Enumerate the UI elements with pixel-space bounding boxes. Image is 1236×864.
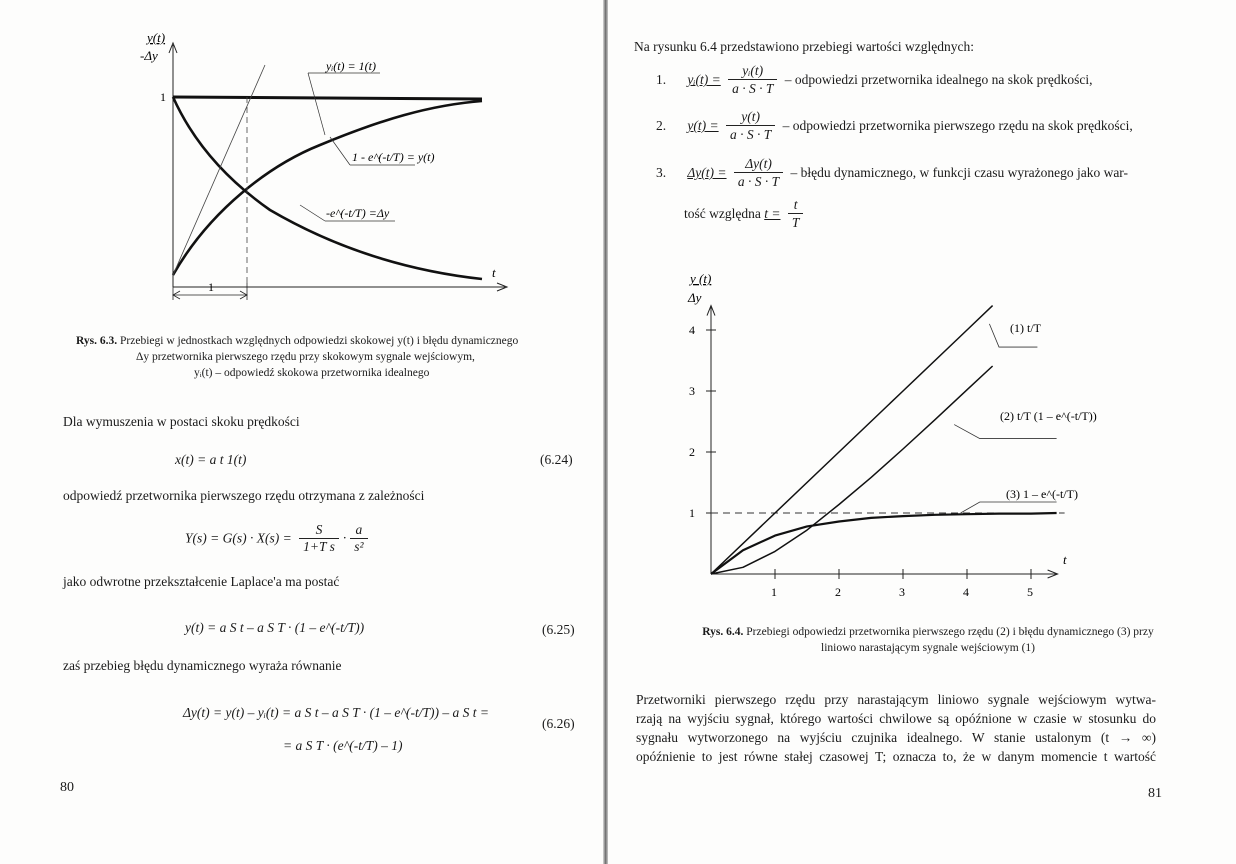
left-page [0,0,604,864]
fig64-curve1-label: (1) t/T [1010,321,1041,335]
fig64-x-tick-label: 2 [835,585,841,598]
list-item-2-lhs: y(t) = [687,118,719,133]
fig64-series-1 [711,306,993,574]
list-item-1-desc: – odpowiedzi przetwornika idealnego na skok prędkości, [784,72,1093,87]
eq-Y-den2: s² [354,539,364,554]
list-item-3 [656,155,1128,190]
list-item-1-lhs: yᵢ(t) = [687,72,721,87]
fig64-y-tick-label: 3 [689,384,695,398]
caption-6-4-label: Rys. 6.4. [702,626,744,638]
eq-Y-num1: S [299,522,339,539]
list-item-3-desc: – błędu dynamicznego, w funkcji czasu wyrażonego jako war- [790,165,1129,180]
fig63-label-ideal: yᵢ(t) = 1(t) [326,59,376,73]
caption-6-3-line2: Δy przetwornika pierwszego rzędu przy skokowym sygnale wejściowym, [136,351,475,363]
list-item-3-cont [684,196,807,231]
eq-Y-lhs: Y(s) = G(s) · X(s) = [185,530,292,546]
caption-6-3 [76,333,576,381]
bottom-paragraph-line-4: opóźnienie to jest równe stałej czasowej T; oznacza to, że w danym momencie t wartość [636,749,1156,764]
para-3: jako odwrotne przekształcenie Laplace'a ma postać [63,574,340,589]
bottom-paragraph-line-3: sygnału wytworzonego na wyjściu czujnika idealnego. W stanie ustalonym (t → ∞) [636,730,1156,745]
figure-6-3 [120,25,540,305]
caption-6-4 [648,624,1208,656]
list-item-2-num: y(t) [726,108,775,126]
figure-6-4-chart [678,268,1098,598]
bottom-paragraph-line-1: Przetworniki pierwszego rzędu przy narastającym liniowo sygnale wejściowym wytwa- [636,692,1156,707]
fig64-y-label2: Δy [688,290,702,305]
fig64-x-tick-label: 1 [771,585,777,598]
eq-6-24: x(t) = a t 1(t) [175,452,247,467]
para-4: zaś przebieg błędu dynamicznego wyraża równanie [63,658,342,673]
caption-6-4-line2: liniowo narastającym sygnale wejściowym (1) [821,642,1035,654]
fig64-t-label: t [1063,552,1067,567]
fig63-y-label: y(t) [147,30,166,45]
list-item-3-number: 3. [656,165,667,180]
list-item-3-frac-den: T [791,215,800,230]
right-page [608,0,1236,864]
list-item-2 [656,108,1133,143]
caption-6-4-line1: Przebiegi odpowiedzi przetwornika pierwszego rzędu (2) i błędu dynamicznego (3) przy [746,626,1154,638]
fig64-leader-3 [961,502,1057,513]
eq-6-26-number: (6.26) [542,716,575,731]
fig63-decay-curve [173,97,482,279]
fig64-curve3-label: (3) 1 – e^(-t/T) [1006,487,1078,501]
caption-6-3-label: Rys. 6.3. [76,335,118,347]
fig64-x-tick-label: 4 [963,585,969,598]
fig64-x-tick-label: 3 [899,585,905,598]
bottom-paragraph [636,690,1156,766]
list-item-3-t: t = [764,206,781,221]
fig63-label-decay: -e^(-t/T) =Δy [326,206,390,220]
intro-text: Na rysunku 6.4 przedstawiono przebiegi wartości względnych: [634,39,975,54]
fig64-y-tick-label: 1 [689,506,695,520]
para-2: odpowiedź przetwornika pierwszego rzędu otrzymana z zależności [63,488,425,503]
eq-6-26-line2: = a S T · (e^(-t/T) – 1) [283,738,403,753]
list-item-3-num: Δy(t) [734,155,783,173]
eq-Y-num2: a [350,522,367,539]
eq-Y-den1: 1+T s [303,539,335,554]
list-item-1-num: yᵢ(t) [728,62,777,80]
fig64-y-tick-label: 2 [689,445,695,459]
fig63-y-label2: -Δy [140,48,158,63]
fig63-interval-label: 1 [208,280,214,294]
fig64-series-3 [711,513,1057,574]
list-item-1-den: a · S · T [732,81,774,96]
list-item-3-cont-text: tość względna [684,206,761,221]
fig63-t-label: t [492,265,496,280]
eq-6-26-line1: Δy(t) = y(t) – yᵢ(t) = a S t – a S T · (1 – e^(-t/T)) – a S t = [183,705,490,720]
list-item-3-lhs: Δy(t) = [687,165,727,180]
fig63-label-rise: 1 - e^(-t/T) = y(t) [352,150,435,164]
para-1: Dla wymuszenia w postaci skoku prędkości [63,414,300,429]
caption-6-3-line3: yᵢ(t) – odpowiedź skokowa przetwornika idealnego [194,367,430,379]
eq-6-25: y(t) = a S t – a S T · (1 – e^(-t/T)) [185,620,365,635]
page-number-left: 80 [60,780,74,795]
list-item-1-number: 1. [656,72,667,87]
fig64-y-tick-label: 4 [689,323,695,337]
fig64-series-2 [711,366,993,574]
list-item-3-frac-num: t [788,196,804,214]
fig63-tick-one: 1 [160,90,166,104]
list-item-2-desc: – odpowiedzi przetwornika pierwszego rzędu na skok prędkości, [782,118,1133,133]
caption-6-3-line1: Przebiegi w jednostkach względnych odpowiedzi skokowej y(t) i błędu dynamicznego [120,335,519,347]
fig63-ideal-step [173,97,482,99]
fig63-rise-curve [173,101,482,275]
eq-6-25-number: (6.25) [542,622,575,637]
list-item-1 [656,62,1093,97]
list-item-2-den: a · S · T [729,127,772,142]
page-number-right: 81 [1148,786,1162,801]
list-item-2-number: 2. [656,118,667,133]
fig64-leader-2 [954,425,1056,439]
bottom-paragraph-line-2: rzają na wyjściu sygnał, którego wartości chwilowe są opóźnione w czasie w stosunku do [636,711,1156,726]
eq-6-24-number: (6.24) [540,452,573,467]
eq-Y: Y(s) = G(s) · X(s) = $\frac{S}{\text{1+T s}}$ · $\frac{a}{\text{s²}}$ [185,522,372,555]
fig64-y-label1: y (t) [690,271,712,286]
fig64-curve2-label: (2) t/T (1 – e^(-t/T)) [1000,409,1097,423]
list-item-3-den: a · S · T [737,174,780,189]
fig64-x-tick-label: 5 [1027,585,1033,598]
